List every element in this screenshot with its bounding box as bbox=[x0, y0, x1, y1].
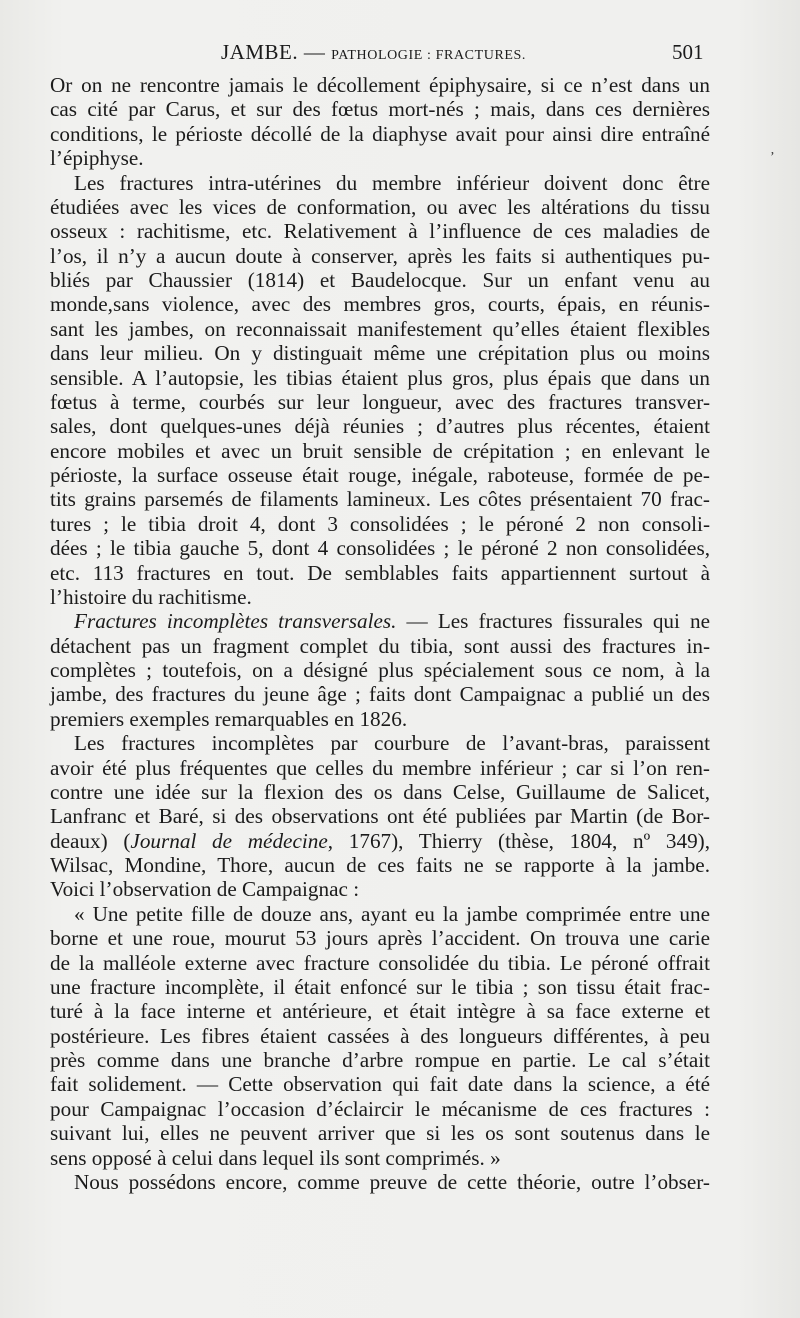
text-line bbox=[50, 561, 710, 585]
text-segment: Les fractures intra-utérines du membre inférieur doivent donc être bbox=[74, 170, 710, 195]
text-segment: — Les fractures fissurales qui ne bbox=[396, 609, 710, 634]
text-segment: fait solidement. — Cette observation qui fait date dans la science, a été bbox=[50, 1072, 710, 1097]
text-segment: sant les jambes, on reconnaissait manifestement qu’elles étaient flexibles bbox=[50, 316, 710, 341]
text-segment: jambe, des fractures du jeune âge ; faits dont Campaignac a publié un des bbox=[50, 682, 710, 707]
text-line bbox=[50, 390, 710, 414]
header-title bbox=[221, 40, 526, 65]
text-line bbox=[50, 146, 710, 170]
text-segment: Or on ne rencontre jamais le décollement épiphysaire, si ce n’est dans un bbox=[50, 73, 710, 97]
text-segment: premiers exemples remarquables en 1826. bbox=[50, 706, 408, 731]
text-line bbox=[50, 219, 710, 243]
header-title-main: JAMBE. bbox=[221, 40, 299, 64]
text-segment: monde,sans violence, avec des membres gros, courts, épais, en réunis- bbox=[50, 292, 710, 317]
text-segment: encore mobiles et avec un bruit sensible de crépitation ; en enlevant le bbox=[50, 438, 710, 463]
text-segment: « Une petite fille de douze ans, ayant eu la jambe comprimée entre une bbox=[74, 901, 710, 926]
page-number: 501 bbox=[672, 40, 704, 64]
text-line bbox=[50, 853, 710, 877]
text-line bbox=[50, 707, 710, 731]
text-line bbox=[50, 414, 710, 438]
text-segment: complètes ; toutefois, on a désigné plus spécialement sous ce nom, à la bbox=[50, 658, 710, 682]
text-segment: dées ; le tibia gauche 5, dont 4 consolidées ; le péroné 2 non consolidées, bbox=[50, 536, 710, 561]
text-segment: avoir été plus fréquentes que celles du membre inférieur ; car si l’on ren- bbox=[50, 755, 710, 780]
text-segment: suivant lui, elles ne peuvent arriver que si les os sont soutenus dans le bbox=[50, 1121, 710, 1146]
text-segment: Les fractures incomplètes par courbure de l’avant-bras, paraissent bbox=[74, 731, 710, 756]
text-segment: Voici l’observation de Campaignac : bbox=[50, 877, 360, 902]
text-segment: etc. 113 fractures en tout. De semblables faits appartiennent surtout à bbox=[50, 560, 710, 585]
text-line bbox=[50, 292, 710, 316]
text-line bbox=[50, 1146, 710, 1170]
text-line bbox=[50, 97, 710, 121]
text-line bbox=[50, 195, 710, 219]
text-segment: borne et une roue, mourut 53 jours après l’accident. On trouva une carie bbox=[50, 926, 710, 951]
text-line bbox=[50, 1170, 710, 1194]
text-line bbox=[50, 171, 710, 195]
text-segment: postérieure. Les fibres étaient cassées à des longueurs différentes, à peu bbox=[50, 1023, 710, 1048]
text-line bbox=[50, 609, 710, 633]
text-line bbox=[50, 951, 710, 975]
text-segment: sens opposé à celui dans lequel ils sont comprimés. » bbox=[50, 1145, 501, 1170]
text-segment: Nous possédons encore, comme preuve de cette théorie, outre l’obser- bbox=[74, 1169, 710, 1194]
text-line bbox=[50, 877, 710, 901]
text-segment: , 1767), Thierry (thèse, 1804, nº 349), bbox=[327, 828, 711, 853]
text-line bbox=[50, 756, 710, 780]
text-segment: tits grains parsemés de filaments lamineux. Les côtes présentaient 70 frac- bbox=[50, 487, 710, 512]
text-line bbox=[50, 1072, 710, 1096]
text-line bbox=[50, 634, 710, 658]
text-segment: contre une idée sur la flexion des os dans Celse, Guillaume de Salicet, bbox=[50, 779, 710, 804]
text-segment: dans leur milieu. On y distinguait même une crépitation plus ou moins bbox=[50, 341, 710, 366]
italic-segment: Fractures incomplètes transversales. bbox=[74, 609, 397, 634]
text-line bbox=[50, 829, 710, 853]
text-segment: pour Campaignac l’occasion d’éclaircir le mécanisme de ces fractures : bbox=[50, 1096, 710, 1121]
text-line bbox=[50, 366, 710, 390]
text-line bbox=[50, 902, 710, 926]
text-line bbox=[50, 975, 710, 999]
text-line bbox=[50, 536, 710, 560]
text-segment: fœtus à terme, courbés sur leur longueur, avec des fractures transver- bbox=[50, 389, 710, 414]
text-line bbox=[50, 487, 710, 511]
text-line bbox=[50, 1048, 710, 1072]
text-segment: détachent pas un fragment complet du tibia, sont aussi des fractures in- bbox=[50, 633, 710, 658]
text-segment: tures ; le tibia droit 4, dont 3 consolidées ; le péroné 2 non consoli- bbox=[50, 511, 710, 536]
text-line bbox=[50, 317, 710, 341]
body-text bbox=[50, 73, 710, 1194]
text-line bbox=[50, 122, 710, 146]
text-segment: sales, dont quelques-unes déjà réunies ; d’autres plus récentes, étaient bbox=[50, 414, 710, 439]
text-line bbox=[50, 682, 710, 706]
text-line bbox=[50, 585, 710, 609]
text-line bbox=[50, 463, 710, 487]
text-line bbox=[50, 268, 710, 292]
text-line bbox=[50, 780, 710, 804]
header-dash: — bbox=[303, 40, 326, 64]
text-segment: périoste, la surface osseuse était rouge, inégale, raboteuse, formée de pe- bbox=[50, 463, 710, 487]
header-section: PATHOLOGIE : FRACTURES. bbox=[331, 48, 527, 63]
text-segment: l’histoire du rachitisme. bbox=[50, 584, 252, 609]
text-segment: Wilsac, Mondine, Thore, aucun de ces faits ne se rapporte à la jambe. bbox=[50, 853, 710, 877]
italic-segment: Journal de médecine bbox=[130, 828, 328, 853]
text-segment: étudiées avec les vices de conformation, ou avec les altérations du tissu bbox=[50, 194, 710, 219]
text-segment: près comme dans une branche d’arbre rompue en partie. Le cal s’était bbox=[50, 1048, 710, 1072]
text-line bbox=[50, 804, 710, 828]
text-segment: deaux) ( bbox=[50, 828, 131, 853]
text-line bbox=[50, 1121, 710, 1145]
text-line bbox=[50, 341, 710, 365]
text-line bbox=[50, 999, 710, 1023]
text-segment: sensible. A l’autopsie, les tibias étaient plus gros, plus épais que dans un bbox=[50, 365, 710, 390]
text-segment: conditions, le périoste décollé de la diaphyse avait pour ainsi dire entraîné bbox=[50, 121, 710, 146]
margin-mark: ʼ bbox=[770, 150, 775, 165]
text-segment: bliés par Chaussier (1814) et Baudelocque. Sur un enfant venu au bbox=[50, 268, 710, 292]
text-segment: l’os, il n’y a aucun doute à conserver, après les faits si authentiques pu- bbox=[50, 243, 710, 268]
text-segment: une fracture incomplète, il était enfoncé sur le tibia ; son tissu était frac- bbox=[50, 974, 710, 999]
text-line bbox=[50, 244, 710, 268]
text-line bbox=[50, 73, 710, 97]
text-line bbox=[50, 731, 710, 755]
text-line bbox=[50, 658, 710, 682]
text-line bbox=[50, 1024, 710, 1048]
text-segment: turé à la face interne et antérieure, et était intègre à sa face externe et bbox=[50, 999, 710, 1024]
text-segment: Lanfranc et Baré, si des observations ont été publiées par Martin (de Bor- bbox=[50, 804, 710, 829]
running-header bbox=[0, 40, 800, 68]
text-line bbox=[50, 926, 710, 950]
text-line bbox=[50, 512, 710, 536]
text-segment: cas cité par Carus, et sur des fœtus mort-nés ; mais, dans ces dernières bbox=[50, 97, 710, 122]
text-line bbox=[50, 1097, 710, 1121]
text-segment: l’épiphyse. bbox=[50, 146, 144, 171]
text-segment: osseux : rachitisme, etc. Relativement à l’influence de ces maladies de bbox=[50, 219, 710, 244]
text-segment: de la malléole externe avec fracture consolidée du tibia. Le péroné offrait bbox=[50, 950, 710, 975]
text-line bbox=[50, 439, 710, 463]
